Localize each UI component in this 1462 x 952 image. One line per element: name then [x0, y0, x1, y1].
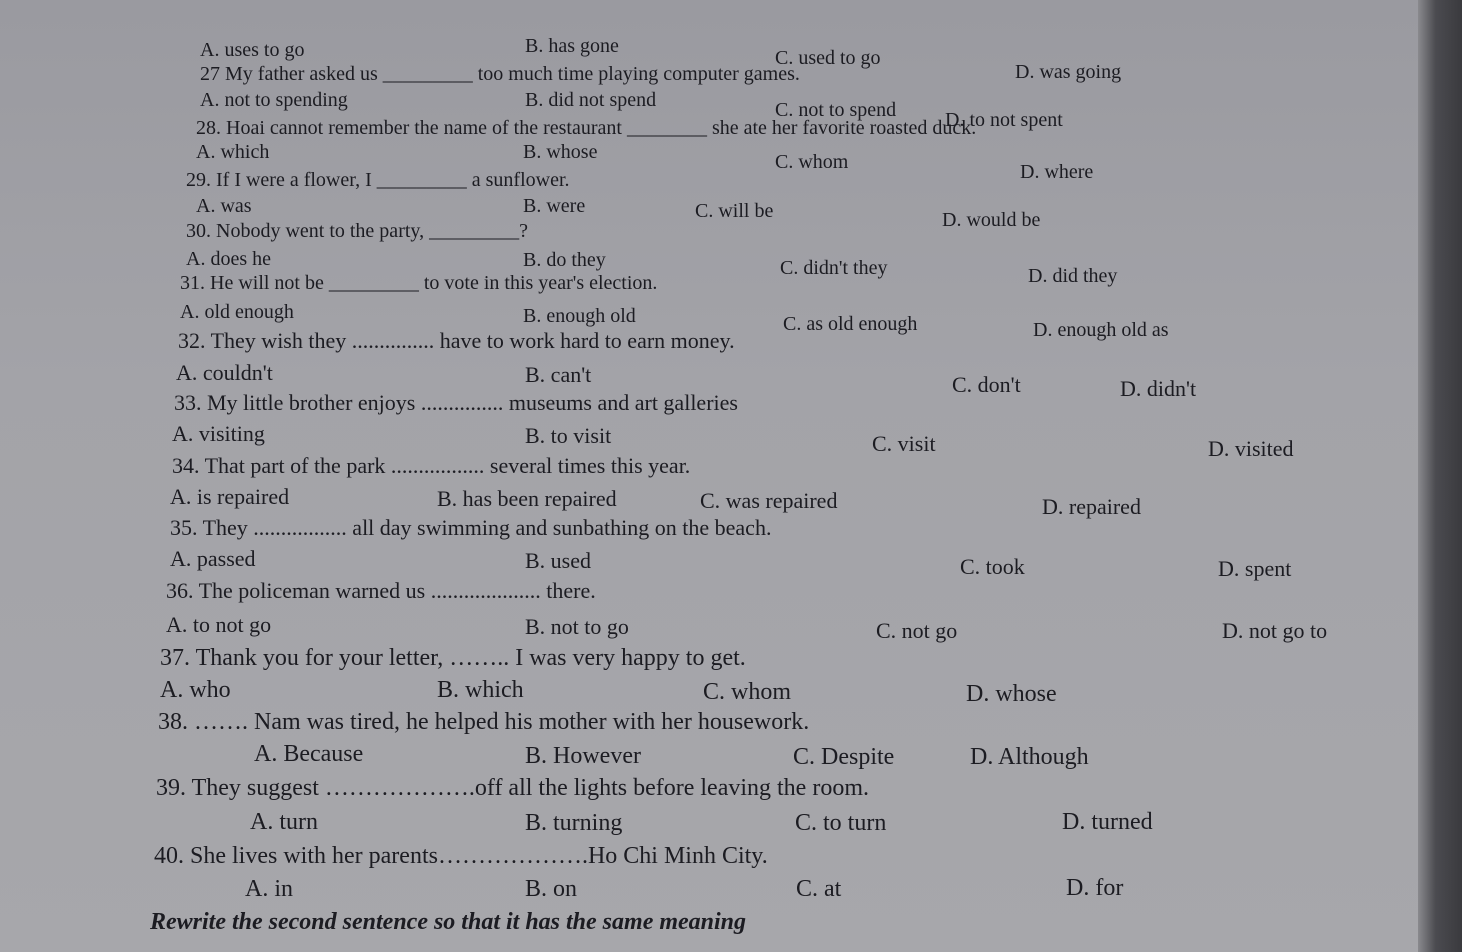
question-34: 34. That part of the park ................. several times this year.	[172, 453, 691, 478]
option-c: C. to turn	[795, 810, 887, 836]
question-28: 28. Hoai cannot remember the name of the restaurant ________ she ate her favorite roasted duck.	[196, 117, 977, 139]
option-d: D. enough old as	[1033, 319, 1169, 341]
option-b: B. to visit	[525, 423, 612, 448]
option-a: A. which	[196, 141, 270, 163]
option-b: B. not to go	[525, 614, 629, 639]
option-d: D. repaired	[1042, 494, 1141, 519]
question-35: 35. They ................. all day swimming and sunbathing on the beach.	[170, 515, 772, 540]
option-a: A. old enough	[180, 301, 294, 323]
question-33: 33. My little brother enjoys ............... museums and art galleries	[174, 390, 738, 415]
option-d: D. to not spent	[945, 109, 1063, 131]
option-d: D. would be	[942, 209, 1041, 231]
option-b: B. did not spend	[525, 89, 657, 111]
option-a: A. turn	[250, 809, 318, 835]
option-b: B. used	[525, 548, 591, 573]
option-d: D. was going	[1015, 61, 1122, 83]
option-d: D. didn't	[1120, 376, 1197, 401]
option-b: B. whose	[523, 141, 598, 163]
option-b: B. turning	[525, 810, 623, 836]
question-37: 37. Thank you for your letter, …….. I was very happy to get.	[160, 645, 746, 671]
option-b: B. has gone	[525, 35, 619, 57]
question-38: 38. ……. Nam was tired, he helped his mother with her housework.	[158, 709, 810, 735]
option-d: D. spent	[1218, 556, 1292, 581]
option-a: A. passed	[170, 546, 256, 571]
question-30: 30. Nobody went to the party, _________?	[186, 220, 528, 242]
option-c: C. whom	[703, 679, 792, 705]
option-a: A. Because	[254, 741, 364, 767]
option-b: B. enough old	[523, 305, 636, 327]
option-a: A. uses to go	[200, 39, 305, 61]
option-c: C. took	[960, 554, 1025, 579]
option-b: B. on	[525, 876, 578, 902]
option-d: D. Although	[970, 744, 1089, 770]
option-a: A. to not go	[166, 612, 272, 637]
option-a: A. in	[245, 876, 293, 902]
option-b: B. However	[525, 743, 641, 769]
question-36: 36. The policeman warned us .................... there.	[166, 578, 596, 603]
option-c: C. whom	[775, 151, 849, 173]
option-b: B. has been repaired	[437, 486, 617, 511]
option-b: B. were	[523, 195, 586, 217]
section-instruction: Rewrite the second sentence so that it has the same meaning	[150, 909, 747, 935]
option-c: C. visit	[872, 431, 936, 456]
question-27: 27 My father asked us _________ too much time playing computer games.	[200, 63, 800, 85]
option-a: A. was	[196, 195, 252, 217]
option-a: A. who	[160, 677, 231, 703]
option-d: D. turned	[1062, 809, 1153, 835]
option-a: A. is repaired	[170, 484, 290, 509]
option-c: C. at	[796, 876, 842, 902]
option-c: C. not go	[876, 618, 958, 643]
option-d: D. not go to	[1222, 618, 1328, 643]
question-39: 39. They suggest ……………….off all the lights before leaving the room.	[156, 775, 869, 801]
option-c: C. don't	[952, 372, 1021, 397]
option-d: D. whose	[966, 681, 1057, 707]
option-c: C. will be	[695, 200, 774, 222]
option-a: A. does he	[186, 248, 271, 270]
question-32: 32. They wish they ............... have to work hard to earn money.	[178, 328, 735, 353]
option-a: A. couldn't	[176, 360, 273, 385]
option-c: C. not to spend	[775, 99, 897, 121]
question-40: 40. She lives with her parents……………….Ho Chi Minh City.	[154, 843, 768, 869]
option-d: D. where	[1020, 161, 1094, 183]
page-edge-shadow	[1418, 0, 1462, 952]
option-a: A. not to spending	[200, 89, 348, 111]
option-c: C. Despite	[793, 744, 895, 770]
option-b: B. do they	[523, 249, 606, 271]
option-b: B. can't	[525, 362, 592, 387]
option-d: D. visited	[1208, 436, 1294, 461]
option-b: B. which	[437, 677, 524, 703]
option-d: D. did they	[1028, 265, 1118, 287]
option-c: C. used to go	[775, 47, 881, 69]
option-c: C. as old enough	[783, 313, 918, 335]
question-31: 31. He will not be _________ to vote in this year's election.	[180, 272, 658, 294]
option-a: A. visiting	[172, 421, 265, 446]
option-d: D. for	[1066, 875, 1124, 901]
option-c: C. didn't they	[780, 257, 888, 279]
question-29: 29. If I were a flower, I _________ a sunflower.	[186, 169, 570, 191]
option-c: C. was repaired	[700, 488, 838, 513]
